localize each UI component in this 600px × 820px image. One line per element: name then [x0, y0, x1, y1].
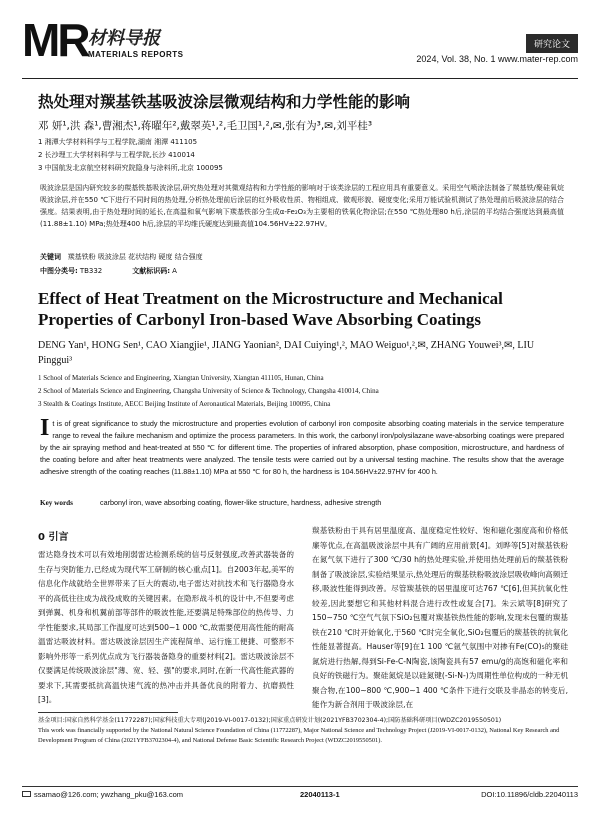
corresponding-emails	[22, 790, 183, 799]
en-affiliation: 3 Stealth & Coatings Institute, AECC Beijing Institute of Aeronautical Materials, Beijing 100095, China	[38, 400, 331, 408]
en-keywords	[40, 498, 381, 507]
cn-keywords	[40, 252, 203, 262]
cn-title: 热处理对羰基铁基吸波涂层微观结构和力学性能的影响	[38, 93, 411, 111]
abstract-dropcap: I	[40, 415, 50, 441]
cn-affiliation: 2 长沙理工大学材料科学与工程学院,长沙 410014	[38, 151, 195, 159]
cn-classification	[40, 266, 177, 276]
en-affiliation: 2 School of Materials Science and Engineering, Changsha University of Science & Technology, Changsha 410014, China	[38, 387, 379, 395]
funding-footnote	[38, 716, 568, 746]
cn-affiliation: 1 湘潭大学材料科学与工程学院,湖南 湘潭 411105	[38, 138, 198, 146]
en-affiliations	[38, 372, 379, 411]
page-id: 22040113-1	[300, 790, 340, 799]
email-text[interactable]: ssamao@126.com; ywzhang_pku@163.com	[34, 790, 184, 799]
cn-keywords-label: 关键词	[40, 253, 61, 261]
body-right-column: 羰基铁粉由于具有居里温度高、温度稳定性较好、饱和磁化强度高和价格低廉等优点,在高温吸波涂层中具有广阔的应用前景[4]。刘晔等[5]对羰基铁粉在氮气氛下进行了300 ℃/30 h的热处理实验,并使用热处理前后的羰基铁粉制备了吸波涂层,实验结果显示,热处理后的羰基铁粉吸波涂层吸收峰向高频迁移,吸波性能得到改善。尽管羰基铁的居里温度可达767 ℃[6],但其抗氧化性较差,因此要想它和其他材料混合进行改性或复合[7]。朱云斌等[8]研究了150~750 ℃空气气氛下SiO₂包覆对羰基铁热性能的影响,发现未包覆的羰基铁在210 ℃时开始氧化,于560 ℃时完全氧化,SiO₂包覆后的羰基铁的抗氧化性能显著提高。Hauser等[9]在1 100 ℃氩气氛围中对掺有Fe(CO)₅的聚硅氮烷进行热解,得到Si-Fe-C-N陶瓷,该陶瓷具有57 emu/g的高饱和磁化率和良好的铁磁行为。聚硅氮烷是以硅氮键(-Si-N-)为周期性单位构成的一种无机聚合物,在100~800 ℃,900~1 400 ℃条件下进行交联及非晶态的转变后,能作为新合剂用于吸波涂层,在	[312, 526, 568, 709]
en-affiliation: 1 School of Materials Science and Engineering, Xiangtan University, Xiangtan 411105, Hunan, China	[38, 374, 324, 382]
footnote-divider	[38, 712, 178, 713]
cn-keywords-text: 羰基铁粉 吸波涂层 花状结构 硬度 结合强度	[67, 253, 203, 261]
journal-logo: MR	[22, 14, 88, 66]
column-tag: 研究论文	[526, 34, 578, 53]
clc-value: TB332	[79, 267, 103, 275]
cn-affiliation: 3 中国航发北京航空材料研究院隐身与涂料所,北京 100095	[38, 164, 223, 172]
journal-name-en: MATERIALS REPORTS	[88, 50, 184, 59]
footer-divider	[22, 786, 578, 787]
cn-abstract: 吸波涂层是国内研究较多的羰基铁基吸波涂层,研究热处理对其微观结构和力学性能的影响对于该类涂层的工程应用具有重要意义。采用空气喷涂法制备了羰基铁/聚硅氧烷吸波涂层,并在550 ℃下进行不同时间的热处理,分析热处理前后涂层的红外吸收性质、物相组成、微观形貌、硬度变化;采用万能试验机测试了热处理前后吸波涂层的结合强度。结果表明,由于热处理时间的延长,在高温和氧气影响下羰基铁部分生成α-Fe₂O₃为主要相的铁氧化物涂层;在550 ℃热处理80 h后,涂层的平均结合强度达到最高值(11.88±1.10) MPa;热处理400 h后,涂层的平均维氏硬度达到最高值104.56HV±22.97HV。	[40, 184, 564, 228]
doc-code-value: A	[172, 267, 177, 275]
page-footer	[22, 790, 578, 804]
en-keywords-label: Key words	[40, 499, 73, 507]
intro-heading: 0 引言	[38, 532, 69, 543]
en-abstract-text: t is of great significance to study the microstructure and properties evolution of carbonyl iron composite absorbing coating materials in the service temperature range to reveal the failure mechanism and optimize the process parameters. In this work, the carbonyl iron/polysilazane wave-absorbing coatings were prepared by the air spraying method and heat-treated at 550 ℃ for different time. The properties of infrared absorption, phase composition, microstructure, and hardness of the coating before and after heat treatments were analyzed. The tensile tests were carried out by a universal testing machine. The results show that the average adhesive strength of the coating reaches (11.88±1.10) MPa at 550 ℃ for 80 h, the hardness is 104.56HV±22.97HV for 400 h.	[40, 419, 564, 476]
journal-name-cn: 材料导报	[88, 28, 160, 49]
envelope-icon	[22, 791, 31, 797]
header-divider	[22, 78, 578, 79]
body-left-column: 雷达隐身技术可以有效地削弱雷达检测系统的信号反射强度,改善武器装备的生存与突防能力,已经成为现代军工研制的核心重点[1]。自2003年起,美军的信息化作战就给全世界带来了巨大的震动,电子雷达对抗技术和飞行器隐身水平的高低往往成为战役成败的关键因素。在隐形战斗机的设计中,不但要考虑到弹翼、机身和机翼前部等部件的吸波性能,还要满足特殊部位的热传导、力学性能要求,其局部工作温度可达到500~1 000 ℃,故需要使用高性能的耐高温雷达吸波材料。雷达吸波涂层因生产流程简单、运行施工便捷、可整形不影响外形等一系列优点成为飞行器装备隐身的重要材料[2]。雷达吸波涂层不仅要满足传统吸波涂层"薄、宽、轻、强"的要求,同时,在新一代高性能武器的要求下,其需要抵抗高温快速气流的热冲击并具备优良的附着力、抗磨损性[3]。	[38, 550, 294, 704]
journal-header	[22, 14, 578, 76]
funding-cn: 基金项目:国家自然科学基金(11772287);国家科技重大专项(J2019-VI-0017-0132);国家重点研发计划(2021YFB3702304-4);国防基础科研项目(WDZC2019550501)	[38, 717, 502, 724]
en-abstract	[40, 415, 564, 478]
en-title: Effect of Heat Treatment on the Microstructure and Mechanical Properties of Carbonyl Iron-based Wave Absorbing Coatings	[38, 289, 503, 329]
cn-affiliations	[38, 136, 223, 175]
en-authors: DENG Yan¹, HONG Sen¹, CAO Xiangjie¹, JIANG Yaonian², DAI Cuiying¹,², MAO Weiguo¹,²,✉, ZHANG Youwei³,✉, LIU Pinggui³	[38, 340, 535, 366]
journal-volume-line: 2024, Vol. 38, No. 1 www.mater-rep.com	[416, 54, 578, 64]
cn-authors: 邓 妍¹,洪 森¹,曹湘杰¹,蒋曜年²,戴翠英¹,²,毛卫国¹,²,✉,张有为³,✉,刘平桂³	[38, 120, 373, 132]
doi-link[interactable]: DOI:10.11896/cldb.22040113	[481, 790, 578, 799]
funding-en: This work was financially supported by the National Natural Science Foundation of China (11772287), Major National Science and Technology Project (J2019-VI-0017-0132), National Key Research and Development Program of China (2021YFB3702304-4), and National Defense Basic Scientific Research Project (WDZC2019550501).	[38, 727, 560, 744]
doc-code-label: 文献标识码:	[132, 267, 171, 275]
clc-label: 中图分类号:	[40, 267, 78, 275]
en-keywords-text: carbonyl iron, wave absorbing coating, flower-like structure, hardness, adhesive strength	[100, 498, 382, 507]
